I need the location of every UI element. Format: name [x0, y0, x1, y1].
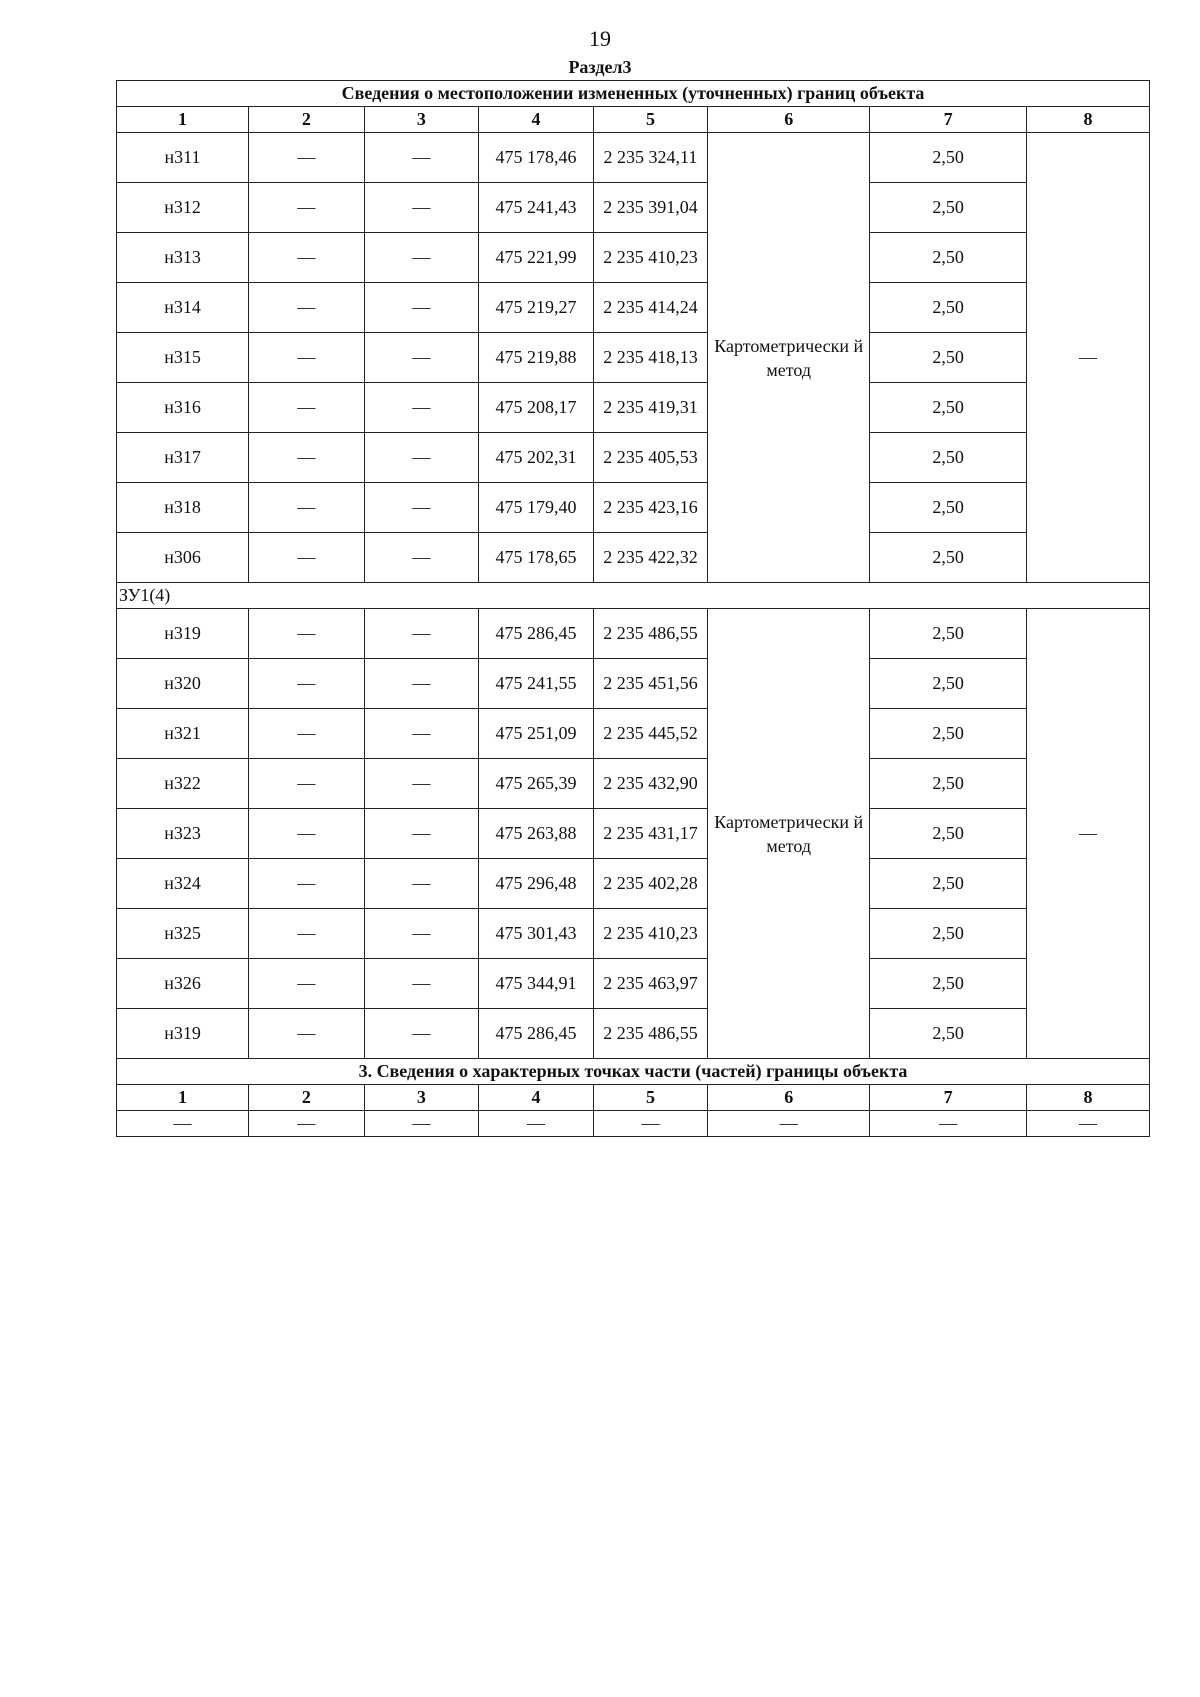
column2-cell: —	[249, 709, 365, 759]
empty-value-cell: —	[249, 1111, 365, 1137]
table-row	[117, 809, 1150, 859]
column-number: 4	[479, 1085, 594, 1111]
column3-cell: —	[364, 533, 479, 583]
y-coordinate-cell: 2 235 418,13	[593, 333, 708, 383]
column2-cell: —	[249, 333, 365, 383]
table2-title: 3. Сведения о характерных точках части (частей) границы объекта	[117, 1059, 1150, 1085]
x-coordinate-cell: 475 202,31	[479, 433, 594, 483]
empty-value-cell: —	[870, 1111, 1027, 1137]
accuracy-cell: 2,50	[870, 759, 1027, 809]
point-name-cell: н315	[117, 333, 249, 383]
column-number: 4	[479, 107, 594, 133]
point-name-cell: н326	[117, 959, 249, 1009]
x-coordinate-cell: 475 301,43	[479, 909, 594, 959]
column3-cell: —	[364, 133, 479, 183]
column3-cell: —	[364, 383, 479, 433]
column-number: 1	[117, 1085, 249, 1111]
accuracy-cell: 2,50	[870, 333, 1027, 383]
column-number: 5	[593, 1085, 708, 1111]
column-number: 6	[708, 1085, 870, 1111]
page-number: 19	[589, 26, 611, 51]
accuracy-cell: 2,50	[870, 233, 1027, 283]
point-name-cell: н320	[117, 659, 249, 709]
column2-cell: —	[249, 809, 365, 859]
y-coordinate-cell: 2 235 486,55	[593, 1009, 708, 1059]
column-number: 6	[708, 107, 870, 133]
y-coordinate-cell: 2 235 451,56	[593, 659, 708, 709]
y-coordinate-cell: 2 235 486,55	[593, 609, 708, 659]
column3-cell: —	[364, 183, 479, 233]
section-title: Раздел3	[568, 57, 632, 77]
table-row	[117, 759, 1150, 809]
point-name-cell: н306	[117, 533, 249, 583]
column-number: 3	[364, 1085, 479, 1111]
column3-cell: —	[364, 433, 479, 483]
table-row	[117, 133, 1150, 183]
column2-cell: —	[249, 283, 365, 333]
accuracy-cell: 2,50	[870, 533, 1027, 583]
accuracy-cell: 2,50	[870, 183, 1027, 233]
column2-cell: —	[249, 959, 365, 1009]
x-coordinate-cell: 475 208,17	[479, 383, 594, 433]
column2-cell: —	[249, 533, 365, 583]
coordinates-table	[116, 80, 1150, 1137]
y-coordinate-cell: 2 235 423,16	[593, 483, 708, 533]
point-name-cell: н323	[117, 809, 249, 859]
point-name-cell: н325	[117, 909, 249, 959]
point-name-cell: н317	[117, 433, 249, 483]
column-number: 2	[249, 107, 365, 133]
table-row	[117, 183, 1150, 233]
column3-cell: —	[364, 1009, 479, 1059]
x-coordinate-cell: 475 286,45	[479, 609, 594, 659]
y-coordinate-cell: 2 235 402,28	[593, 859, 708, 909]
x-coordinate-cell: 475 221,99	[479, 233, 594, 283]
x-coordinate-cell: 475 286,45	[479, 1009, 594, 1059]
column-number: 3	[364, 107, 479, 133]
empty-value-cell: —	[593, 1111, 708, 1137]
point-name-cell: н319	[117, 1009, 249, 1059]
column3-cell: —	[364, 859, 479, 909]
column3-cell: —	[364, 959, 479, 1009]
accuracy-cell: 2,50	[870, 709, 1027, 759]
table2-title-row	[117, 1059, 1150, 1085]
point-name-cell: н324	[117, 859, 249, 909]
table-row	[117, 233, 1150, 283]
x-coordinate-cell: 475 251,09	[479, 709, 594, 759]
table-body	[117, 81, 1150, 1137]
accuracy-cell: 2,50	[870, 283, 1027, 333]
column-number: 8	[1027, 1085, 1150, 1111]
point-name-cell: н312	[117, 183, 249, 233]
column2-cell: —	[249, 133, 365, 183]
accuracy-cell: 2,50	[870, 609, 1027, 659]
column2-cell: —	[249, 659, 365, 709]
column2-cell: —	[249, 609, 365, 659]
column3-cell: —	[364, 283, 479, 333]
table-row	[117, 1111, 1150, 1137]
accuracy-cell: 2,50	[870, 959, 1027, 1009]
accuracy-cell: 2,50	[870, 659, 1027, 709]
x-coordinate-cell: 475 178,46	[479, 133, 594, 183]
column2-cell: —	[249, 383, 365, 433]
column2-cell: —	[249, 759, 365, 809]
empty-value-cell: —	[708, 1111, 870, 1137]
empty-value-cell: —	[479, 1111, 594, 1137]
y-coordinate-cell: 2 235 445,52	[593, 709, 708, 759]
point-name-cell: н316	[117, 383, 249, 433]
x-coordinate-cell: 475 219,27	[479, 283, 594, 333]
column3-cell: —	[364, 759, 479, 809]
point-name-cell: н318	[117, 483, 249, 533]
table-row	[117, 609, 1150, 659]
column2-cell: —	[249, 1009, 365, 1059]
column-number: 2	[249, 1085, 365, 1111]
column-number: 7	[870, 107, 1027, 133]
column3-cell: —	[364, 909, 479, 959]
table-row	[117, 333, 1150, 383]
method-cell: Картометрически й метод	[708, 133, 870, 583]
x-coordinate-cell: 475 179,40	[479, 483, 594, 533]
table-row	[117, 659, 1150, 709]
point-name-cell: н313	[117, 233, 249, 283]
y-coordinate-cell: 2 235 410,23	[593, 233, 708, 283]
x-coordinate-cell: 475 178,65	[479, 533, 594, 583]
column3-cell: —	[364, 483, 479, 533]
y-coordinate-cell: 2 235 410,23	[593, 909, 708, 959]
y-coordinate-cell: 2 235 422,32	[593, 533, 708, 583]
column-number: 5	[593, 107, 708, 133]
table-row	[117, 533, 1150, 583]
group-label: ЗУ1(4)	[117, 583, 1150, 609]
x-coordinate-cell: 475 344,91	[479, 959, 594, 1009]
y-coordinate-cell: 2 235 463,97	[593, 959, 708, 1009]
table-row	[117, 709, 1150, 759]
table-row	[117, 433, 1150, 483]
table-row	[117, 283, 1150, 333]
column2-cell: —	[249, 183, 365, 233]
column3-cell: —	[364, 659, 479, 709]
accuracy-cell: 2,50	[870, 909, 1027, 959]
table-row	[117, 909, 1150, 959]
accuracy-cell: 2,50	[870, 1009, 1027, 1059]
accuracy-cell: 2,50	[870, 133, 1027, 183]
accuracy-cell: 2,50	[870, 383, 1027, 433]
table-row	[117, 383, 1150, 433]
point-name-cell: н322	[117, 759, 249, 809]
column2-cell: —	[249, 909, 365, 959]
point-name-cell: н311	[117, 133, 249, 183]
column-number-row	[117, 1085, 1150, 1111]
point-name-cell: н321	[117, 709, 249, 759]
empty-value-cell: —	[364, 1111, 479, 1137]
column-number-row	[117, 107, 1150, 133]
empty-value-cell: —	[1027, 1111, 1150, 1137]
table1-title: Сведения о местоположении измененных (уточненных) границ объекта	[117, 81, 1150, 107]
column2-cell: —	[249, 859, 365, 909]
point-name-cell: н314	[117, 283, 249, 333]
column3-cell: —	[364, 709, 479, 759]
table-row	[117, 483, 1150, 533]
accuracy-cell: 2,50	[870, 433, 1027, 483]
column-number: 1	[117, 107, 249, 133]
column3-cell: —	[364, 333, 479, 383]
x-coordinate-cell: 475 296,48	[479, 859, 594, 909]
column3-cell: —	[364, 809, 479, 859]
method-cell: Картометрически й метод	[708, 609, 870, 1059]
y-coordinate-cell: 2 235 324,11	[593, 133, 708, 183]
group-label-row	[117, 583, 1150, 609]
y-coordinate-cell: 2 235 419,31	[593, 383, 708, 433]
column3-cell: —	[364, 609, 479, 659]
column3-cell: —	[364, 233, 479, 283]
y-coordinate-cell: 2 235 405,53	[593, 433, 708, 483]
y-coordinate-cell: 2 235 432,90	[593, 759, 708, 809]
table-row	[117, 959, 1150, 1009]
y-coordinate-cell: 2 235 391,04	[593, 183, 708, 233]
table-row	[117, 1009, 1150, 1059]
y-coordinate-cell: 2 235 414,24	[593, 283, 708, 333]
point-name-cell: н319	[117, 609, 249, 659]
x-coordinate-cell: 475 241,55	[479, 659, 594, 709]
x-coordinate-cell: 475 263,88	[479, 809, 594, 859]
table-row	[117, 859, 1150, 909]
column2-cell: —	[249, 233, 365, 283]
column8-cell: —	[1027, 609, 1150, 1059]
column8-cell: —	[1027, 133, 1150, 583]
x-coordinate-cell: 475 241,43	[479, 183, 594, 233]
y-coordinate-cell: 2 235 431,17	[593, 809, 708, 859]
column-number: 8	[1027, 107, 1150, 133]
accuracy-cell: 2,50	[870, 483, 1027, 533]
empty-value-cell: —	[117, 1111, 249, 1137]
x-coordinate-cell: 475 219,88	[479, 333, 594, 383]
column-number: 7	[870, 1085, 1027, 1111]
column2-cell: —	[249, 433, 365, 483]
accuracy-cell: 2,50	[870, 859, 1027, 909]
x-coordinate-cell: 475 265,39	[479, 759, 594, 809]
column2-cell: —	[249, 483, 365, 533]
accuracy-cell: 2,50	[870, 809, 1027, 859]
